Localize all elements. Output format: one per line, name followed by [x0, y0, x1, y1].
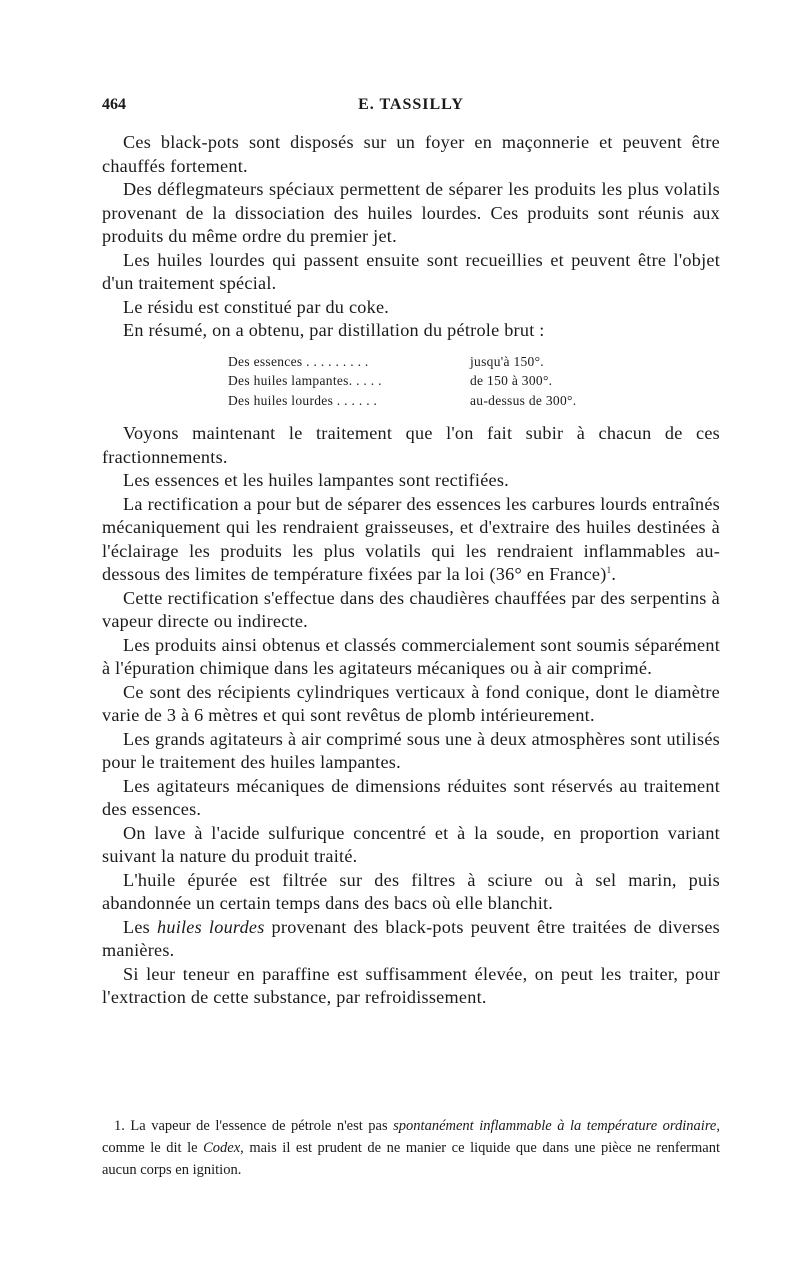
paragraph-text: .	[611, 564, 617, 584]
fraction-range: jusqu'à 150°.	[470, 353, 544, 369]
paragraph: Les grands agitateurs à air comprimé sous une à deux atmosphères sont utilisés pour le traitement des huiles lampantes.	[102, 728, 720, 772]
emphasis: huiles lourdes	[157, 916, 265, 937]
paragraph	[102, 916, 720, 963]
fraction-name: Des huiles lampantes. . . . .	[228, 373, 382, 388]
page-number: 464	[102, 96, 126, 113]
footnote-reference: 1	[606, 564, 612, 575]
page-header	[102, 96, 720, 118]
footnote-text: , mais il est prudent de ne manier ce liquide que dans une pièce ne renfermant aucun corps en ignition.	[102, 1140, 720, 1178]
footnote	[102, 1115, 720, 1181]
fraction-name: Des huiles lourdes . . . . . .	[228, 392, 378, 408]
paragraph: Des déflegmateurs spéciaux permettent de séparer les produits les plus volatils provenant de la dissociation des huiles lourdes. Ces produits sont réunis aux produits du même ordre du premier jet.	[102, 179, 720, 246]
paragraph: Ce sont des récipients cylindriques verticaux à fond conique, dont le diamètre varie de 3 à 6 mètres et qui sont revêtus de plomb intérieurement.	[102, 681, 720, 725]
paragraph: Cette rectification s'effectue dans des chaudières chauffées par des serpentins à vapeur directe ou indirecte.	[102, 587, 720, 631]
footnote-text: La vapeur de l'essence de pétrole n'est pas	[124, 1118, 394, 1134]
paragraph: Si leur teneur en paraffine est suffisamment élevée, on peut les traiter, pour l'extraction de cette substance, par refroidissement.	[102, 963, 720, 1007]
running-title: E. TASSILLY	[358, 96, 464, 113]
footnote-text: , comme le dit le	[102, 1118, 720, 1156]
paragraph-text: Les	[123, 916, 157, 937]
main-text	[102, 131, 720, 1010]
paragraph: Les agitateurs mécaniques de dimensions réduites sont réservés au traitement des essences.	[102, 775, 720, 819]
emphasis: spontanément inflammable à la température ordinaire	[393, 1118, 717, 1134]
distillation-row	[228, 371, 720, 391]
fraction-range: au-dessus de 300°.	[470, 392, 577, 408]
paragraph	[102, 493, 720, 587]
distillation-table	[228, 352, 720, 411]
footnote-number: 1.	[114, 1118, 125, 1134]
paragraph: Les produits ainsi obtenus et classés commercialement sont soumis séparément à l'épuration chimique dans les agitateurs mécaniques ou à air comprimé.	[102, 634, 720, 678]
paragraph-text: provenant des black-pots peuvent être traitées de diverses manières.	[102, 916, 720, 960]
paragraph: Les huiles lourdes qui passent ensuite sont recueillies et peuvent être l'objet d'un traitement spécial.	[102, 249, 720, 293]
fraction-range: de 150 à 300°.	[470, 373, 553, 388]
paragraph-text: La rectification a pour but de séparer des essences les carbures lourds entraînés mécaniquement qui les rendraient graisseuses, et d'extraire des huiles destinées à l'éclairage les produits les plus volatils qui les rendraient inflammables au-dessous des limites de température fixées par la loi (36° en France)	[102, 493, 720, 584]
paragraph: Les essences et les huiles lampantes sont rectifiées.	[123, 470, 509, 490]
paragraph: En résumé, on a obtenu, par distillation du pétrole brut :	[123, 320, 545, 340]
paragraph: L'huile épurée est filtrée sur des filtres à sciure ou à sel marin, puis abandonnée un certain temps dans des bacs où elle blanchit.	[102, 869, 720, 913]
emphasis: Codex	[203, 1140, 241, 1156]
fraction-name: Des essences . . . . . . . . .	[228, 353, 369, 369]
paragraph: Voyons maintenant le traitement que l'on fait subir à chacun de ces fractionnements.	[102, 423, 720, 467]
distillation-row	[228, 391, 720, 411]
distillation-row	[228, 352, 720, 372]
paragraph: Ces black-pots sont disposés sur un foyer en maçonnerie et peuvent être chauffés fortement.	[102, 132, 720, 176]
paragraph: Le résidu est constitué par du coke.	[123, 296, 390, 317]
paragraph: On lave à l'acide sulfurique concentré et à la soude, en proportion variant suivant la nature du produit traité.	[102, 822, 720, 866]
